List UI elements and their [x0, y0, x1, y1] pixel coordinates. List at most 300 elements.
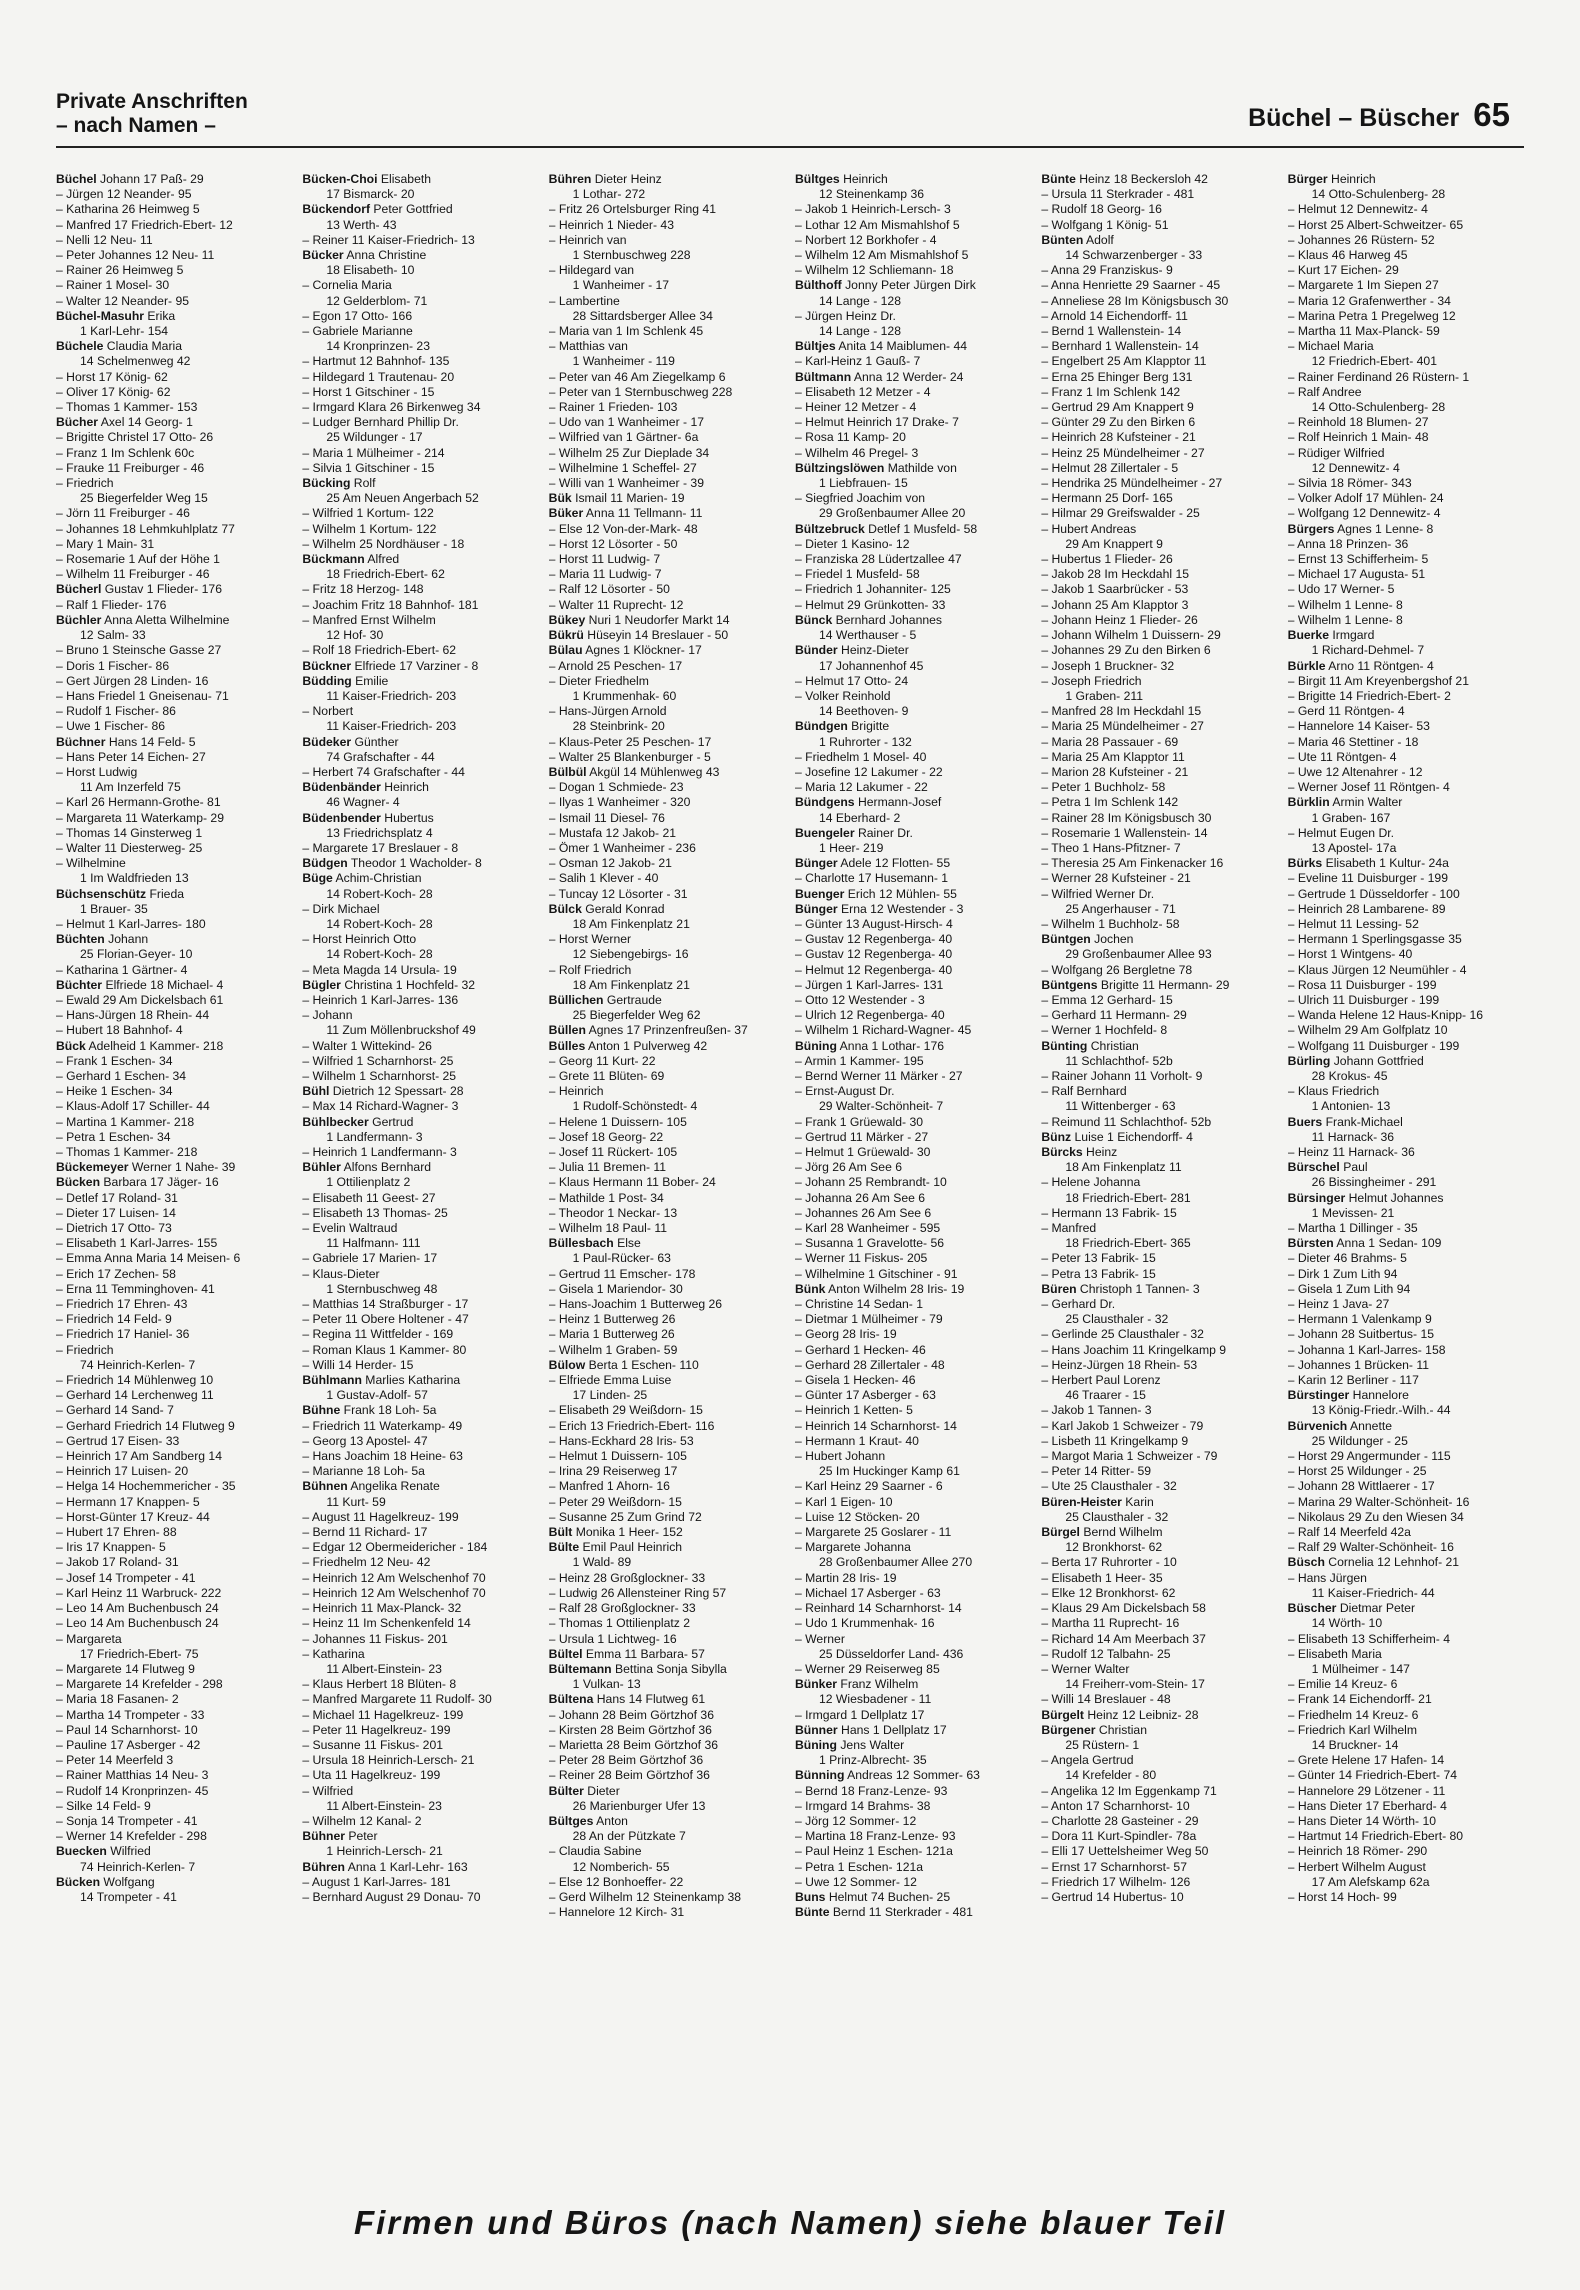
directory-entry: – Ursula 1 Lichtweg- 16: [548, 1631, 677, 1646]
directory-entry: [1288, 172, 1524, 187]
directory-entry: [795, 1039, 1031, 1054]
directory-entry: – Elisabeth 13 Schifferheim- 4: [1287, 1631, 1451, 1646]
directory-entry: – Dieter 1 Kasino- 12: [794, 536, 910, 551]
directory-entry: 11 Kaiser-Friedrich- 203: [326, 688, 457, 703]
entry-details: Erna 12 Westender - 3: [837, 901, 964, 916]
directory-entry: 1 Mülheimer - 147: [1311, 1661, 1410, 1676]
directory-entry: – Hilmar 29 Greifswalder - 25: [1041, 506, 1200, 521]
directory-entry: – Meta Magda 14 Ursula- 19: [302, 962, 457, 977]
entry-details: Andreas 12 Sommer- 63: [844, 1768, 980, 1783]
directory-entry: – Peter Johannes 12 Neu- 11: [56, 248, 215, 263]
directory-entry: – Johannes 29 Zu den Birken 6: [1041, 643, 1211, 658]
directory-entry: [549, 1525, 785, 1540]
directory-entry: [1041, 1525, 1277, 1540]
directory-entry: – Manfred 1 Ahorn- 16: [548, 1479, 670, 1494]
directory-entry: – Hermann 1 Sperlingsgasse 35: [1287, 932, 1462, 947]
entry-surname: Büge: [302, 871, 333, 886]
entry-surname: Büntgens: [1041, 977, 1098, 992]
directory-entry: 17 Linden- 25: [572, 1388, 648, 1403]
directory-entry: [795, 461, 1031, 476]
directory-entry: 12 Steinenkamp 36: [818, 187, 925, 202]
directory-entry: – Cornelia Maria: [302, 278, 392, 293]
directory-entry: – Heinrich 1 Nieder- 43: [548, 217, 674, 232]
directory-entry: – Petra 1 Eschen- 121a: [794, 1859, 924, 1874]
directory-entry: – Rainer 28 Im Königsbusch 30: [1041, 810, 1212, 825]
directory-entry: – Susanna 1 Gravelotte- 56: [794, 1236, 945, 1251]
entry-details: Agnes 17 Prinzenfreußen- 37: [585, 1023, 748, 1038]
directory-entry: [1288, 1191, 1524, 1206]
directory-entry: 17 Bismarck- 20: [326, 187, 415, 202]
directory-entry: – Wilhelmine 1 Scheffel- 27: [548, 460, 697, 475]
directory-entry: 74 Heinrich-Kerlen- 7: [80, 1357, 196, 1372]
directory-entry: – Norbert: [302, 704, 354, 719]
directory-entry: 28 Steinbrink- 20: [572, 719, 665, 734]
directory-entry: – Gertrud 17 Eisen- 33: [56, 1433, 180, 1448]
directory-entry: [795, 1282, 1031, 1297]
directory-entry: 14 Kronprinzen- 23: [326, 339, 430, 354]
directory-entry: – Dirk 1 Zum Lith 94: [1287, 1266, 1398, 1281]
entry-surname: Bünting: [1041, 1038, 1088, 1053]
entry-details: Adelheid 1 Kammer- 218: [85, 1038, 224, 1053]
entry-details: Heinz-Dieter: [837, 643, 909, 658]
directory-entry: 18 Elisabeth- 10: [326, 263, 415, 278]
entry-details: Dieter Heinz: [591, 172, 662, 186]
entry-surname: Bükrü: [548, 628, 584, 643]
directory-entry: – Leo 14 Am Buchenbusch 24: [56, 1616, 219, 1631]
entry-surname: Büdgen: [302, 856, 348, 871]
directory-entry: – Rüdiger Wilfried: [1287, 445, 1385, 460]
directory-entry: – Günter 14 Friedrich-Ebert- 74: [1287, 1768, 1458, 1783]
directory-entry: – Horst 17 König- 62: [56, 369, 168, 384]
entry-surname: Buers: [1287, 1114, 1323, 1129]
directory-entry: – Reimund 11 Schlachthof- 52b: [1041, 1114, 1212, 1129]
entry-surname: Bünk: [794, 1281, 826, 1296]
directory-entry: – Peter 29 Weißdorn- 15: [548, 1494, 682, 1509]
entry-surname: Büchsenschütz: [56, 886, 147, 901]
directory-entry: 11 Wittenberger - 63: [1065, 1099, 1176, 1114]
directory-entry: – Jakob 17 Roland- 31: [56, 1555, 179, 1570]
directory-entry: – Maria 1 Butterweg 26: [548, 1327, 675, 1342]
directory-entry: [549, 1814, 785, 1829]
entry-details: Axel 14 Georg- 1: [98, 415, 193, 430]
directory-entry: – Hildegard 1 Trautenau- 20: [302, 369, 455, 384]
entry-surname: Büchten: [56, 932, 105, 947]
directory-entry: – Helmut 12 Dennewitz- 4: [1287, 202, 1428, 217]
entry-surname: Bülter: [548, 1783, 584, 1798]
entry-surname: Büker: [548, 506, 584, 521]
directory-entry: [302, 1403, 538, 1418]
directory-entry: – Margarete Johanna: [794, 1540, 911, 1555]
directory-entry: – Wilfried 1 Scharnhorst- 25: [302, 1053, 454, 1068]
directory-entry: – Helmut 1 Grüewald- 30: [794, 1145, 931, 1159]
entry-surname: Büning: [794, 1038, 837, 1053]
directory-entry: – Friedrich 17 Haniel- 36: [56, 1327, 190, 1342]
directory-entry: 1 Gustav-Adolf- 57: [326, 1388, 428, 1403]
directory-entry: – Günter 17 Asberger - 63: [794, 1388, 936, 1403]
directory-entry: – Birgit 11 Am Kreyenbergshof 21: [1287, 673, 1469, 688]
directory-entry: 18 Friedrich-Ebert- 281: [1065, 1190, 1191, 1205]
entry-details: Annette: [1347, 1418, 1392, 1433]
directory-entry: [302, 780, 538, 795]
directory-entry: – Martina 1 Kammer- 218: [56, 1114, 195, 1129]
directory-entry: – Helmut 17 Otto- 24: [794, 673, 909, 688]
directory-entry: [302, 1084, 538, 1099]
directory-entry: – Iris 17 Knappen- 5: [56, 1540, 166, 1555]
directory-entry: [1041, 932, 1277, 947]
directory-entry: – Heinrich 1 Karl-Jarres- 136: [302, 992, 459, 1007]
directory-entry: 12 Siebengebirgs- 16: [572, 947, 689, 962]
directory-entry: – Brigitte 14 Friedrich-Ebert- 2: [1287, 688, 1451, 703]
directory-entry: – Helmut 11 Lessing- 52: [1287, 916, 1419, 931]
directory-entry: – Ralf 1 Flieder- 176: [56, 597, 167, 612]
directory-entry: [1288, 1160, 1524, 1175]
directory-entry: – Werner 29 Reiserweg 85: [794, 1661, 940, 1676]
directory-entry: – Martha 11 Ruprecht- 16: [1041, 1616, 1180, 1631]
directory-entry: – Klaus 29 Am Dickelsbach 58: [1041, 1601, 1206, 1616]
directory-entry: [549, 1023, 785, 1038]
entry-details: Anna 1 Sedan- 109: [1333, 1236, 1442, 1251]
directory-entry: – Rainer Ferdinand 26 Rüstern- 1: [1287, 369, 1470, 384]
directory-entry: 12 Bronkhorst- 62: [1065, 1540, 1163, 1555]
directory-entry: – Elisabeth 12 Metzer - 4: [794, 384, 931, 399]
directory-entry: – Uwe 1 Fischer- 86: [56, 719, 166, 734]
directory-entry: 1 Wald- 89: [572, 1555, 632, 1570]
directory-entry: – Jörg 26 Am See 6: [794, 1160, 903, 1175]
directory-entry: – Armin 1 Kammer- 195: [794, 1053, 924, 1068]
entry-surname: Bühler: [302, 1160, 341, 1175]
directory-entry: – Kurt 17 Eichen- 29: [1287, 263, 1399, 278]
directory-entry: – Salih 1 Klever - 40: [548, 871, 659, 886]
directory-entry: – Ralf Bernhard: [1041, 1084, 1127, 1099]
entry-details: Dieter: [583, 1783, 620, 1798]
directory-entry: – Margarete 14 Flutweg 9: [56, 1661, 195, 1676]
entry-surname: Bülthoff: [794, 278, 842, 293]
entry-surname: Bühner: [302, 1829, 345, 1844]
directory-entry: – Johannes 26 Rüstern- 52: [1287, 232, 1435, 247]
directory-entry: – Johann: [302, 1008, 353, 1023]
entry-details: Bettina Sonja Sibylla: [611, 1661, 727, 1676]
directory-entry: – Detlef 17 Roland- 31: [56, 1190, 178, 1205]
entry-details: Paul: [1339, 1160, 1368, 1175]
directory-entry: – Helene 1 Duissern- 105: [548, 1114, 687, 1129]
directory-entry: – Friedrich: [56, 476, 114, 491]
entry-surname: Bückmann: [302, 552, 365, 567]
directory-entry: – Arnold 14 Eichendorff- 11: [1041, 308, 1188, 323]
directory-entry: – Matthias 14 Straßburger - 17: [302, 1297, 469, 1312]
directory-entry: – Wilfried van 1 Gärtner- 6a: [548, 430, 699, 445]
directory-entry: – Johannes 18 Lehmkuhlplatz 77: [56, 521, 235, 536]
directory-entry: 14 Krefelder - 80: [1065, 1768, 1157, 1783]
directory-entry: – Gerhard 11 Hermann- 29: [1041, 1008, 1187, 1023]
directory-entry: – Claudia Sabine: [548, 1844, 642, 1859]
directory-entry: – Mustafa 12 Jakob- 21: [548, 825, 677, 840]
directory-entry: [795, 278, 1031, 293]
directory-entry: – Horst 1 Gitschiner - 15: [302, 384, 435, 399]
directory-entry: – Nelli 12 Neu- 11: [56, 232, 153, 247]
entry-details: Brigitte: [847, 719, 890, 734]
entry-details: Hans 14 Flutweg 61: [593, 1692, 706, 1707]
directory-entry: – August 1 Karl-Jarres- 181: [302, 1874, 451, 1889]
directory-entry: – Elisabeth Maria: [1287, 1646, 1382, 1661]
directory-entry: – Hermann 1 Valenkamp 9: [1287, 1312, 1432, 1327]
directory-entry: – Ömer 1 Wanheimer - 236: [548, 840, 696, 855]
directory-entry: – Walter 12 Neander- 95: [56, 293, 190, 308]
entry-surname: Bürgel: [1041, 1525, 1080, 1540]
directory-entry: – Herbert 74 Grafschafter - 44: [302, 764, 465, 779]
entry-surname: Büscher: [1287, 1601, 1337, 1616]
directory-entry: – Maria 46 Stettiner - 18: [1287, 734, 1419, 749]
directory-entry: 12 Gelderblom- 71: [326, 293, 428, 308]
entry-details: Berta 1 Eschen- 110: [585, 1357, 699, 1372]
directory-entry: – Heinrich 1 Landfermann- 3: [302, 1145, 457, 1159]
directory-entry: – Hannelore 29 Lötzener - 11: [1287, 1783, 1446, 1798]
directory-entry: – Gertrud 14 Hubertus- 10: [1041, 1889, 1184, 1904]
directory-entry: 25 Clausthaler - 32: [1065, 1509, 1169, 1524]
entry-details: Johann 17 Paß- 29: [96, 172, 204, 186]
entry-surname: Buenger: [794, 886, 845, 901]
entry-surname: Bühlbecker: [302, 1114, 369, 1129]
directory-entry: – Marina 29 Walter-Schönheit- 16: [1287, 1494, 1470, 1509]
directory-entry: – Peter 14 Ritter- 59: [1041, 1464, 1152, 1479]
directory-entry: – Elisabeth 29 Weißdorn- 15: [548, 1403, 703, 1418]
directory-entry: – Dieter Friedhelm: [548, 673, 649, 688]
name-range: Büchel – Büscher: [1248, 104, 1460, 132]
directory-entry: – Josef 11 Rückert- 105: [548, 1145, 678, 1159]
directory-entry: – Horst 29 Angermunder - 115: [1287, 1449, 1451, 1464]
directory-entry: – Elli 17 Uettelsheimer Weg 50: [1041, 1844, 1209, 1859]
directory-entry: 25 Biegerfelder Weg 62: [572, 1008, 701, 1023]
directory-entry: – Heinrich van: [548, 232, 627, 247]
directory-entry: – Matthias van: [548, 339, 628, 354]
directory-entry: [1041, 1039, 1277, 1054]
directory-entry: [302, 1829, 538, 1844]
directory-entry: 1 Sternbuschweg 228: [572, 248, 691, 263]
directory-entry: – Margareta 11 Waterkamp- 29: [56, 810, 224, 825]
directory-entry: – Gertrud 11 Emscher- 178: [548, 1266, 696, 1281]
entry-surname: Bürgers: [1287, 521, 1335, 536]
entry-surname: Bünten: [1041, 232, 1084, 247]
directory-entry: – Friedrich 1 Johanniter- 125: [794, 582, 951, 597]
directory-entry: 14 Lange - 128: [818, 324, 901, 339]
directory-entry: 25 Wildunger - 17: [326, 430, 423, 445]
directory-entry: – Lothar 12 Am Mismahlshof 5: [794, 217, 960, 232]
directory-entry: – Gerhard 28 Zillertaler - 48: [794, 1357, 945, 1372]
entry-surname: Bültel: [548, 1646, 583, 1661]
entry-surname: Buns: [794, 1889, 826, 1904]
directory-entry: – Heinrich 14 Scharnhorst- 14: [794, 1418, 957, 1433]
directory-entry: – Georg 13 Apostel- 47: [302, 1433, 428, 1448]
directory-entry: – August 11 Hagelkreuz- 199: [302, 1509, 459, 1524]
directory-entry: – Wilhelmine 1 Gitschiner - 91: [794, 1266, 958, 1281]
directory-entry: 18 Am Finkenplatz 21: [572, 977, 690, 992]
directory-entry: – Gertrud 29 Am Knappert 9: [1041, 400, 1194, 415]
directory-entry: – Karl Heinz 11 Warbruck- 222: [56, 1585, 222, 1600]
entry-surname: Bühren: [302, 1859, 345, 1874]
directory-entry: [795, 1905, 1031, 1920]
directory-entry: [56, 1175, 292, 1190]
directory-entry: – Erna 11 Temminghoven- 41: [56, 1281, 215, 1296]
directory-entry: – Oliver 17 König- 62: [56, 384, 171, 399]
directory-entry: – Rainer Johann 11 Vorholt- 9: [1041, 1068, 1203, 1083]
directory-entry: – Maria 12 Grafenwerther - 34: [1287, 293, 1451, 308]
directory-entry: [795, 522, 1031, 537]
directory-entry: – Klaus-Peter 25 Peschen- 17: [548, 734, 712, 749]
directory-entry: – Wilfried 1 Kortum- 122: [302, 506, 434, 521]
entry-surname: Bülck: [548, 901, 582, 916]
directory-entry: 1 Lothar- 272: [572, 187, 646, 202]
directory-entry: – Elfriede Emma Luise: [548, 1373, 672, 1388]
directory-entry: – Helga 14 Hochemmericher - 35: [56, 1479, 236, 1494]
directory-entry: – Hans-Eckhard 28 Iris- 53: [548, 1433, 694, 1448]
directory-entry: – Elisabeth 13 Thomas- 25: [302, 1205, 448, 1220]
directory-entry: – Grete Helene 17 Hafen- 14: [1287, 1753, 1445, 1768]
directory-entry: – Hans-Joachim 1 Butterweg 26: [548, 1297, 723, 1312]
directory-entry: – Silvia 18 Römer- 343: [1287, 476, 1412, 491]
directory-entry: – Peter 14 Meerfeld 3: [56, 1753, 174, 1768]
directory-entry: – Susanne 11 Fiskus- 201: [302, 1737, 444, 1752]
directory-entry: – Anna Henriette 29 Saarner - 45: [1041, 278, 1221, 293]
directory-entry: – Siegfried Joachim von: [794, 491, 926, 506]
directory-entry: – Gerhard 14 Lerchenweg 11: [56, 1388, 214, 1403]
entry-details: Heinz: [1082, 1145, 1118, 1159]
directory-entry: – Regina 11 Wittfelder - 169: [302, 1327, 454, 1342]
directory-entry: – Maria 25 Mündelheimer - 27: [1041, 719, 1204, 734]
directory-entry: – Heinz 1 Java- 27: [1287, 1297, 1390, 1312]
entry-surname: Bültmann: [794, 369, 852, 384]
directory-entry: – Johann 25 Rembrandt- 10: [794, 1175, 947, 1190]
entry-surname: Bültzingslöwen: [794, 460, 885, 475]
directory-entry: – Hartmut 14 Friedrich-Ebert- 80: [1287, 1829, 1464, 1844]
directory-entry: 11 Kaiser-Friedrich- 203: [326, 719, 457, 734]
directory-entry: – Josefine 12 Lakumer - 22: [794, 764, 943, 779]
directory-entry: – Emma Anna Maria 14 Meisen- 6: [56, 1251, 241, 1266]
entry-surname: Büllichen: [548, 992, 604, 1007]
entry-details: Arno 11 Röntgen- 4: [1325, 658, 1434, 673]
entry-surname: Büren-Heister: [1041, 1494, 1122, 1509]
directory-entry: [795, 1738, 1031, 1753]
directory-entry: 25 Clausthaler - 32: [1065, 1312, 1169, 1327]
directory-entry: 1 Vulkan- 13: [572, 1677, 641, 1692]
entry-surname: Bündgens: [794, 795, 855, 810]
directory-entry: – Edgar 12 Obermeidericher - 184: [302, 1540, 488, 1555]
entry-details: Hermann-Josef: [854, 795, 942, 810]
directory-entry: – Rolf Friedrich: [548, 962, 632, 977]
directory-entry: [1288, 659, 1524, 674]
directory-entry: 12 Dennewitz- 4: [1311, 460, 1400, 475]
directory-entry: – Hans-Jürgen 18 Rhein- 44: [56, 1008, 210, 1023]
entry-surname: Bükey: [548, 612, 586, 627]
directory-entry: – Gerd Wilhelm 12 Steinenkamp 38: [548, 1889, 742, 1904]
directory-entry: – Rosemarie 1 Auf der Höhe 1: [56, 552, 220, 567]
directory-entry: 1 Liebfrauen- 15: [818, 476, 908, 491]
entry-surname: Büchner: [56, 734, 106, 749]
directory-entry: – Josef 18 Georg- 22: [548, 1129, 664, 1144]
directory-entry: – Walter 1 Wittekind- 26: [302, 1038, 432, 1053]
directory-entry: [1288, 1054, 1524, 1069]
entry-details: Hubertus: [380, 810, 434, 825]
directory-entry: – Sonja 14 Trompeter - 41: [56, 1813, 198, 1828]
directory-entry: – Werner 14 Krefelder - 298: [56, 1829, 207, 1844]
directory-entry: 1 Graben- 211: [1065, 688, 1144, 703]
directory-entry: – Rudolf 14 Kronprinzen- 45: [56, 1783, 209, 1798]
entry-details: Else: [613, 1236, 641, 1251]
directory-entry: – Bernd 11 Richard- 17: [302, 1525, 428, 1540]
directory-entry: – Wolfgang 11 Duisburger - 199: [1287, 1038, 1460, 1053]
directory-entry: – Uwe 12 Altenahrer - 12: [1287, 764, 1423, 779]
directory-entry: [56, 1160, 292, 1175]
directory-entry: – Wilhelm 46 Pregel- 3: [794, 445, 919, 460]
entry-surname: Büdeker: [302, 734, 352, 749]
directory-entry: – Karl-Heinz 1 Gauß- 7: [794, 354, 921, 369]
entry-details: Cornelia 12 Lehnhof- 21: [1324, 1555, 1460, 1570]
directory-entry: 14 Trompeter - 41: [80, 1889, 177, 1904]
entry-details: Heinrich: [380, 780, 429, 795]
directory-entry: – Volker Reinhold: [794, 688, 891, 703]
directory-entry: [56, 1039, 292, 1054]
directory-entry: [795, 826, 1031, 841]
directory-entry: – Elke 12 Bronkhorst- 62: [1041, 1585, 1176, 1600]
directory-entry: – Maria van 1 Im Schlenk 45: [548, 324, 704, 339]
directory-entry: – Friedrich 17 Wilhelm- 126: [1041, 1874, 1191, 1889]
directory-entry: – Wilhelm 11 Freiburger - 46: [56, 567, 210, 582]
entry-surname: Bünck: [794, 612, 833, 627]
directory-entry: [549, 1784, 785, 1799]
entry-surname: Bürschel: [1287, 1160, 1340, 1175]
directory-entry: – Wilhelm 1 Graben- 59: [548, 1342, 678, 1357]
directory-entry: – Leo 14 Am Buchenbusch 24: [56, 1601, 219, 1616]
entry-details: Mathilde von: [884, 460, 957, 475]
directory-entry: – Brigitte Christel 17 Otto- 26: [56, 430, 214, 445]
directory-entry: – Ralf 14 Meerfeld 42a: [1287, 1525, 1411, 1540]
directory-entry: – Gerlinde 25 Clausthaler - 32: [1041, 1327, 1204, 1342]
entry-surname: Büning: [794, 1737, 837, 1752]
directory-entry: – Jakob 1 Heinrich-Lersch- 3: [794, 202, 951, 217]
directory-entry: 1 Krummenhak- 60: [572, 688, 677, 703]
directory-entry: 14 Otto-Schulenberg- 28: [1311, 400, 1446, 415]
directory-entry: – Katharina: [302, 1646, 365, 1661]
entry-surname: Bük: [548, 491, 572, 506]
directory-entry: – Udo van 1 Wanheimer - 17: [548, 415, 705, 430]
directory-entry: 46 Wagner- 4: [326, 795, 400, 810]
directory-entry: – Else 12 Bonhoeffer- 22: [548, 1874, 684, 1889]
directory-entry: – Gerhard Friedrich 14 Flutweg 9: [56, 1418, 235, 1433]
entry-surname: Bühne: [302, 1403, 341, 1418]
directory-entry: – Martha 14 Trompeter - 33: [56, 1707, 205, 1722]
directory-entry: – Lambertine: [548, 293, 620, 308]
directory-entry: 12 Wiesbadener - 11: [818, 1692, 932, 1707]
directory-entry: – Werner: [794, 1631, 845, 1646]
directory-entry: – Karl 26 Hermann-Grothe- 81: [56, 795, 221, 810]
directory-entry: – Wilhelm 12 Kanal- 2: [302, 1813, 422, 1828]
directory-entry: [1288, 856, 1524, 871]
directory-entry: – Helmut 1 Duissern- 105: [548, 1449, 687, 1464]
directory-entry: – Michael 17 Asberger - 63: [794, 1585, 941, 1600]
directory-entry: – Kirsten 28 Beim Görtzhof 36: [548, 1722, 712, 1737]
directory-entry: – Friedrich 17 Ehren- 43: [56, 1297, 188, 1312]
directory-entry: – Hans Joachim 11 Kringelkamp 9: [1041, 1342, 1227, 1357]
directory-entry: – Friedrich 14 Mühlenweg 10: [56, 1373, 214, 1388]
entry-details: Helmut Johannes: [1345, 1190, 1444, 1205]
directory-entry: – Margareta: [56, 1631, 122, 1646]
directory-entry: – Paul 14 Scharnhorst- 10: [56, 1722, 198, 1737]
directory-entry: – Friedrich Karl Wilhelm: [1287, 1722, 1418, 1737]
directory-entry: [795, 172, 1031, 187]
directory-entry: – Friedhelm 1 Mosel- 40: [794, 749, 927, 764]
directory-entry: – Bernd Werner 11 Märker - 27: [794, 1068, 963, 1083]
directory-entry: – Franz 1 Im Schlenk 60c: [56, 445, 195, 460]
entry-details: Elfriede 18 Michael- 4: [102, 977, 224, 992]
entry-details: Wolfgang: [100, 1874, 155, 1889]
